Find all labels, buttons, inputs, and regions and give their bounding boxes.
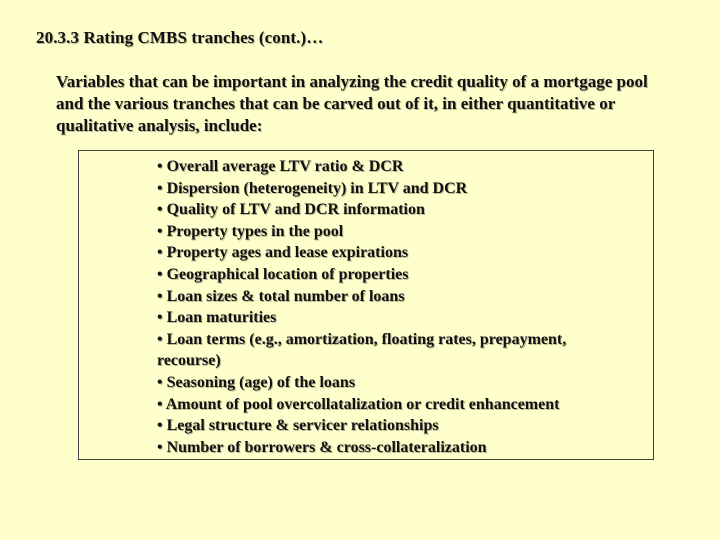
intro-line: and the various tranches that can be carved out of it, in either quantitative or — [56, 94, 616, 113]
intro-paragraph — [56, 71, 696, 137]
list-item: • Legal structure & servicer relationships — [157, 417, 439, 435]
list-item: • Seasoning (age) of the loans — [157, 373, 356, 391]
variables-list — [157, 156, 566, 458]
list-item: • Loan maturities — [157, 309, 277, 327]
list-item: • Amount of pool overcollatalization or credit enhancement — [157, 395, 560, 413]
list-item: • Dispersion (heterogeneity) in LTV and DCR — [157, 179, 468, 197]
list-item: • Number of borrowers & cross-collateralization — [157, 438, 487, 456]
list-item: • Property ages and lease expirations — [157, 244, 409, 262]
list-item: • Geographical location of properties — [157, 265, 409, 283]
list-item-continuation: recourse) — [157, 352, 221, 370]
list-item: • Loan terms (e.g., amortization, floating rates, prepayment, — [157, 330, 567, 348]
variables-box — [78, 150, 654, 460]
list-item: • Overall average LTV ratio & DCR — [157, 158, 404, 175]
list-item: • Loan sizes & total number of loans — [157, 287, 405, 305]
intro-line: Variables that can be important in analyzing the credit quality of a mortgage pool — [56, 72, 648, 91]
list-item: • Quality of LTV and DCR information — [157, 201, 425, 219]
slide-title: 20.3.3 Rating CMBS tranches (cont.)… — [36, 28, 324, 47]
intro-line: qualitative analysis, include: — [56, 116, 263, 135]
list-item: • Property types in the pool — [157, 222, 344, 240]
